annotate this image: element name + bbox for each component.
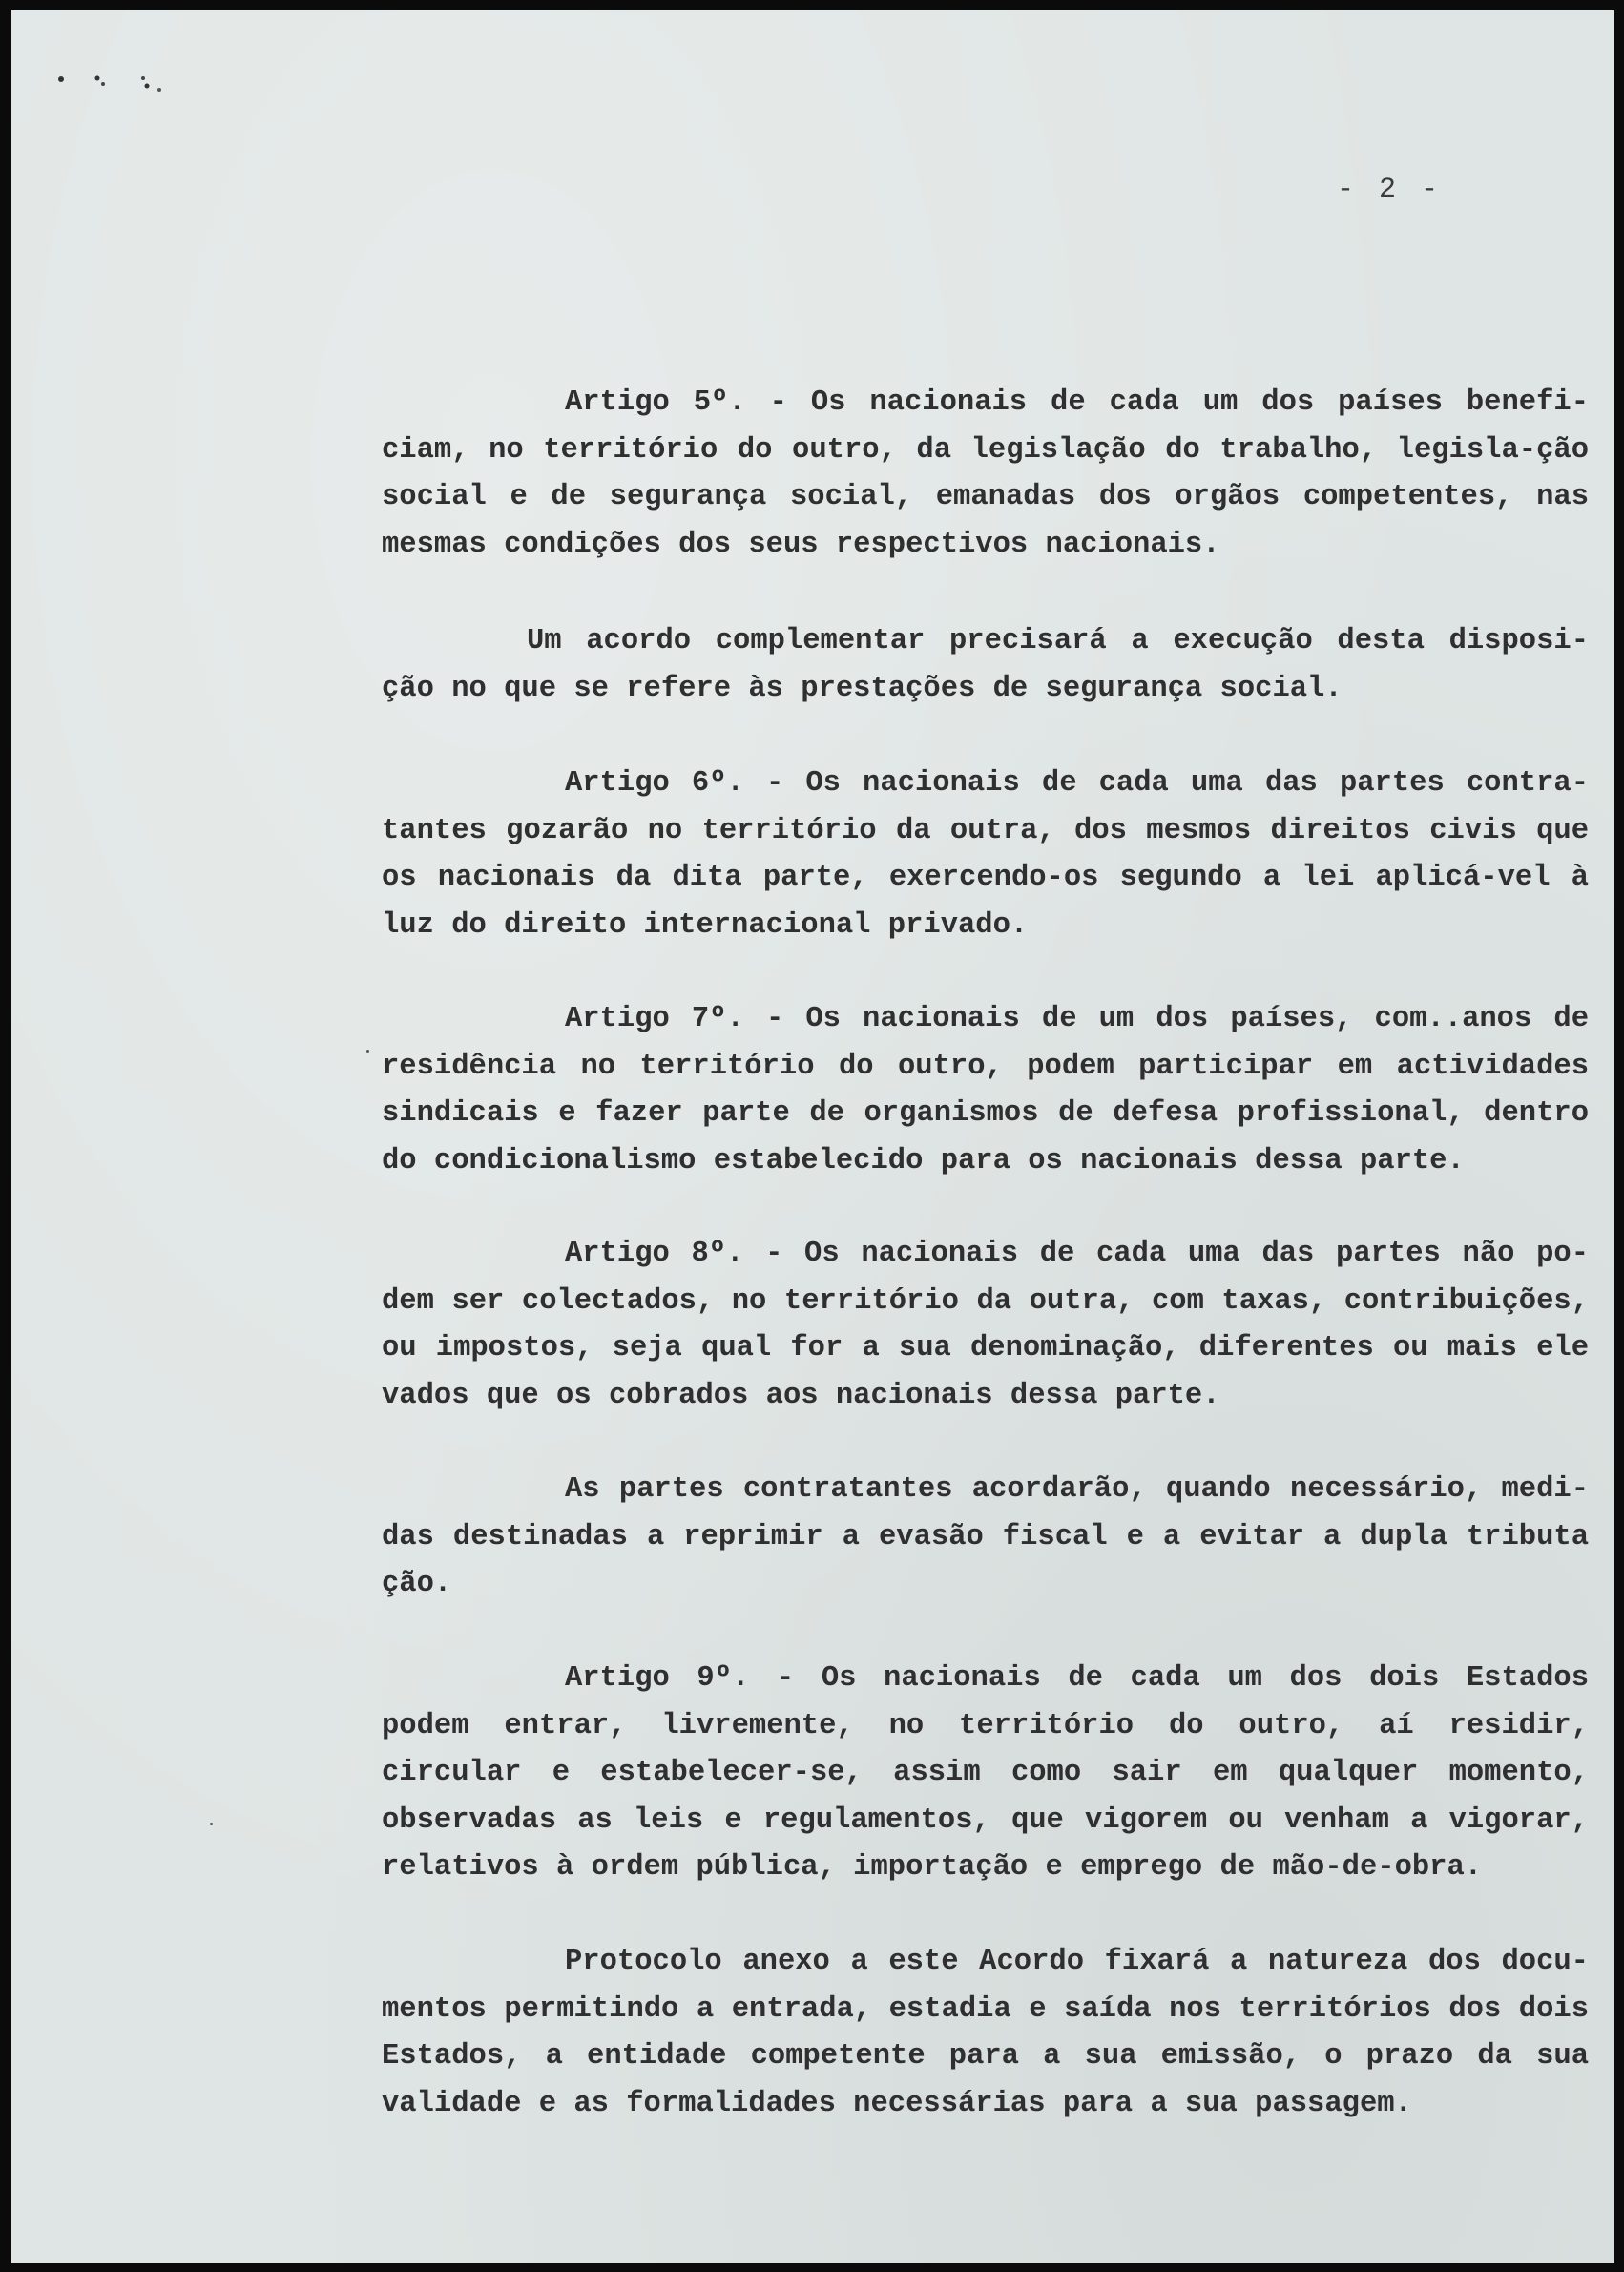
document-page bbox=[11, 10, 1614, 2263]
binder-holes-icon bbox=[40, 63, 174, 111]
article-5-complement-paragraph: Um acordo complementar precisará a execução desta disposi-ção no que se refere às prestações de segurança social. bbox=[382, 625, 1589, 705]
article-5-paragraph: Artigo 5º. - Os nacionais de cada um dos países benefi-ciam, no território do outro, da legislação do trabalho, legisla-ção social e de segurança social, emanadas dos orgãos competentes, nas mesmas condições dos seus respectivos nacionais. bbox=[382, 386, 1589, 561]
article-9-protocol-paragraph: Protocolo anexo a este Acordo fixará a natureza dos docu-mentos permitindo a entrada, estadia e saída nos territórios dos dois Estados, a entidade competente para a sua emissão, o prazo da sua validade e as formalidades necessárias para a sua passagem. bbox=[382, 1946, 1589, 2120]
article-9-paragraph: Artigo 9º. - Os nacionais de cada um dos dois Estados podem entrar, livremente, no território do outro, aí residir, circular e estabelecer-se, assim como sair em qualquer momento, observadas as leis e regulamentos, que vigorem ou venham a vigorar, relativos à ordem pública, importação e emprego de mão-de-obra. bbox=[382, 1662, 1589, 1884]
article-7-paragraph: Artigo 7º. - Os nacionais de um dos países, com..anos de residência no território do outro, podem participar em actividades sindicais e fazer parte de organismos de defesa profissional, dentro do condicionalismo estabelecido para os nacionais dessa parte. bbox=[382, 1003, 1589, 1178]
page-number: - 2 - bbox=[1337, 174, 1443, 206]
article-8-paragraph: Artigo 8º. - Os nacionais de cada uma das partes não po-dem ser colectados, no território da outra, com taxas, contribuições, ou impostos, seja qual for a sua denominação, diferentes ou mais ele vados que os cobrados aos nacionais dessa parte. bbox=[382, 1238, 1589, 1412]
paper-speck bbox=[366, 1050, 369, 1053]
article-6-paragraph: Artigo 6º. - Os nacionais de cada uma das partes contra-tantes gozarão no território da outra, dos mesmos direitos civis que os nacionais da dita parte, exercendo-os segundo a lei aplicá-vel à luz do direito internacional privado. bbox=[382, 767, 1589, 942]
paper-speck bbox=[210, 1823, 213, 1825]
article-8-complement-paragraph: As partes contratantes acordarão, quando necessário, medi-das destinadas a reprimir a evasão fiscal e a evitar a dupla tributa ção. bbox=[382, 1473, 1589, 1600]
